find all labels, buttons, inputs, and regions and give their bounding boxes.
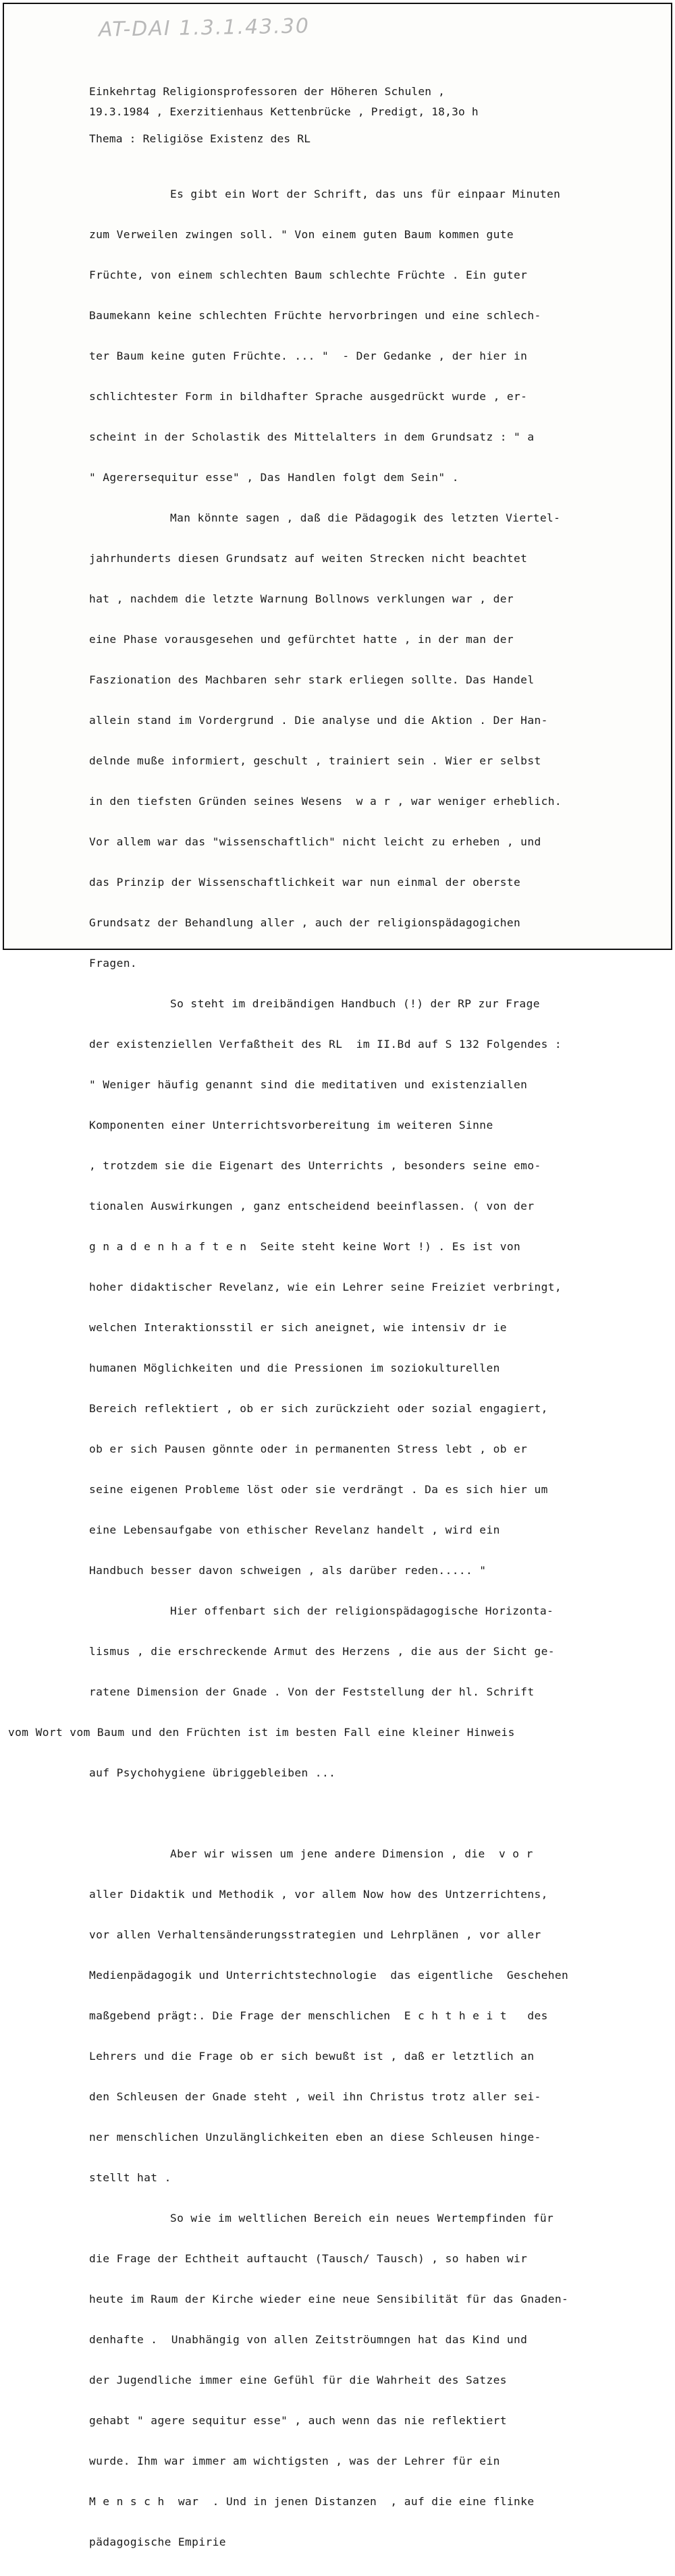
text-line: hoher didaktischer Revelanz, wie ein Lehrer seine Freiziet verbringt, [89, 1281, 562, 1293]
text-line: humanen Möglichkeiten und die Pressionen im soziokulturellen [89, 1362, 500, 1374]
text-line: Handbuch besser davon schweigen , als darüber reden..... " [89, 1564, 487, 1577]
document-page [3, 3, 672, 2548]
text-line: scheint in der Scholastik des Mittelalters in dem Grundsatz : " a [89, 430, 535, 443]
text-line: stellt hat . [89, 2171, 171, 2184]
text-line: Aber wir wissen um jene andere Dimension , die v o r [170, 1847, 533, 1860]
text-line: ter Baum keine guten Früchte. ... " - Der Gedanke , der hier in [89, 349, 528, 362]
text-line: vom Wort vom Baum und den Früchten ist im besten Fall eine kleiner Hinweis [8, 1726, 515, 1739]
text-line: eine Lebensaufgabe von ethischer Revelanz handelt , wird ein [89, 1523, 500, 1536]
text-line: die Frage der Echtheit auftaucht (Tausch/ Tausch) , so haben wir [89, 2252, 528, 2265]
text-line: Früchte, von einem schlechten Baum schlechte Früchte . Ein guter [89, 269, 528, 281]
text-line: g n a d e n h a f t e n Seite steht keine Wort !) . Es ist von [89, 1240, 521, 1253]
text-line: Medienpädagogik und Unterrichtstechnologie das eigentliche Geschehen [89, 1969, 569, 1982]
text-line: Es gibt ein Wort der Schrift, das uns für einpaar Minuten [170, 188, 561, 200]
text-line: allein stand im Vordergrund . Die analyse und die Aktion . Der Han- [89, 714, 548, 727]
text-line: heute im Raum der Kirche wieder eine neue Sensibilität für das Gnaden- [89, 2293, 569, 2305]
text-line: der existenziellen Verfaßtheit des RL im II.Bd auf S 132 Folgendes : [89, 1038, 562, 1051]
text-line: Lehrers und die Frage ob er sich bewußt ist , daß er letztlich an [89, 2050, 535, 2063]
text-line: seine eigenen Probleme löst oder sie verdrängt . Da es sich hier um [89, 1483, 548, 1496]
text-line: denhafte . Unabhängig von allen Zeitströumngen hat das Kind und [89, 2333, 528, 2346]
text-line: Komponenten einer Unterrichtsvorbereitung im weiteren Sinne [89, 1119, 493, 1131]
text-line: So steht im dreibändigen Handbuch (!) der RP zur Frage [170, 997, 540, 1010]
text-line: Grundsatz der Behandlung aller , auch der religionspädagogichen [89, 916, 521, 929]
text-line: pädagogische Empirie [89, 2536, 226, 2548]
text-line: wurde. Ihm war immer am wichtigsten , was der Lehrer für ein [89, 2455, 500, 2467]
text-line: der Jugendliche immer eine Gefühl für die Wahrheit des Satzes [89, 2374, 507, 2386]
text-line: Faszionation des Machbaren sehr stark erliegen sollte. Das Handel [89, 673, 535, 686]
text-line: , trotzdem sie die Eigenart des Unterrichts , besonders seine emo- [89, 1159, 541, 1172]
header-date-line: 19.3.1984 , Exerzitienhaus Kettenbrücke , Predigt, 18,3o h [89, 105, 479, 118]
text-line: Baumekann keine schlechten Früchte hervorbringen und eine schlech- [89, 309, 541, 322]
text-line: " Weniger häufig genannt sind die meditativen und existenziallen [89, 1078, 528, 1091]
text-line: tionalen Auswirkungen , ganz entscheidend beeinflassen. ( von der [89, 1200, 535, 1212]
archive-reference-handwritten: AT-DAI 1.3.1.43.30 [98, 14, 310, 42]
text-line: jahrhunderts diesen Grundsatz auf weiten Strecken nicht beachtet [89, 552, 528, 565]
text-line: Hier offenbart sich der religionspädagogische Horizonta- [170, 1604, 554, 1617]
text-line: auf Psychohygiene übriggebleiben ... [89, 1766, 336, 1779]
text-line: hat , nachdem die letzte Warnung Bollnows verklungen war , der [89, 592, 514, 605]
text-line: " Agerersequitur esse" , Das Handlen folgt dem Sein" . [89, 471, 459, 484]
text-line: schlichtester Form in bildhafter Sprache ausgedrückt wurde , er- [89, 390, 528, 403]
text-line: welchen Interaktionsstil er sich aneignet, wie intensiv dr ie [89, 1321, 507, 1334]
text-line: zum Verweilen zwingen soll. " Von einem guten Baum kommen gute [89, 228, 514, 241]
paragraph-gap [89, 1807, 568, 1820]
text-line: So wie im weltlichen Bereich ein neues Wertempfinden für [170, 2212, 554, 2224]
text-line: das Prinzip der Wissenschaftlichkeit war nun einmal der oberste [89, 876, 521, 889]
text-line: lismus , die erschreckende Armut des Herzens , die aus der Sicht ge- [89, 1645, 555, 1658]
text-line: eine Phase vorausgesehen und gefürchtet hatte , in der man der [89, 633, 514, 646]
text-line: Vor allem war das "wissenschaftlich" nicht leicht zu erheben , und [89, 835, 541, 848]
text-line: aller Didaktik und Methodik , vor allem Now how des Untzerrichtens, [89, 1888, 548, 1901]
header-event-line: Einkehrtag Religionsprofessoren der Höheren Schulen , [89, 85, 446, 98]
text-line: Man könnte sagen , daß die Pädagogik des letzten Viertel- [170, 511, 561, 524]
text-line: in den tiefsten Gründen seines Wesens w a r , war weniger erheblich. [89, 795, 562, 808]
text-line: ratene Dimension der Gnade . Von der Feststellung der hl. Schrift [89, 1685, 535, 1698]
text-line: M e n s c h war . Und in jenen Distanzen , auf die eine flinke [89, 2495, 535, 2508]
text-line: gehabt " agere sequitur esse" , auch wenn das nie reflektiert [89, 2414, 507, 2427]
text-line: delnde muße informiert, geschult , trainiert sein . Wier er selbst [89, 754, 541, 767]
text-line: ob er sich Pausen gönnte oder in permanenten Stress lebt , ob er [89, 1443, 528, 1455]
text-line: Fragen. [89, 957, 138, 970]
text-line: maßgebend prägt:. Die Frage der menschlichen E c h t h e i t des [89, 2009, 548, 2022]
text-line: den Schleusen der Gnade steht , weil ihn Christus trotz aller sei- [89, 2090, 541, 2103]
text-line: Bereich reflektiert , ob er sich zurückzieht oder sozial engagiert, [89, 1402, 548, 1415]
body-text [8, 161, 569, 2576]
text-line: ner menschlichen Unzulänglichkeiten eben an diese Schleusen hinge- [89, 2131, 541, 2144]
header-theme-line: Thema : Religiöse Existenz des RL [89, 132, 311, 145]
text-line: vor allen Verhaltensänderungsstrategien und Lehrplänen , vor aller [89, 1928, 541, 1941]
